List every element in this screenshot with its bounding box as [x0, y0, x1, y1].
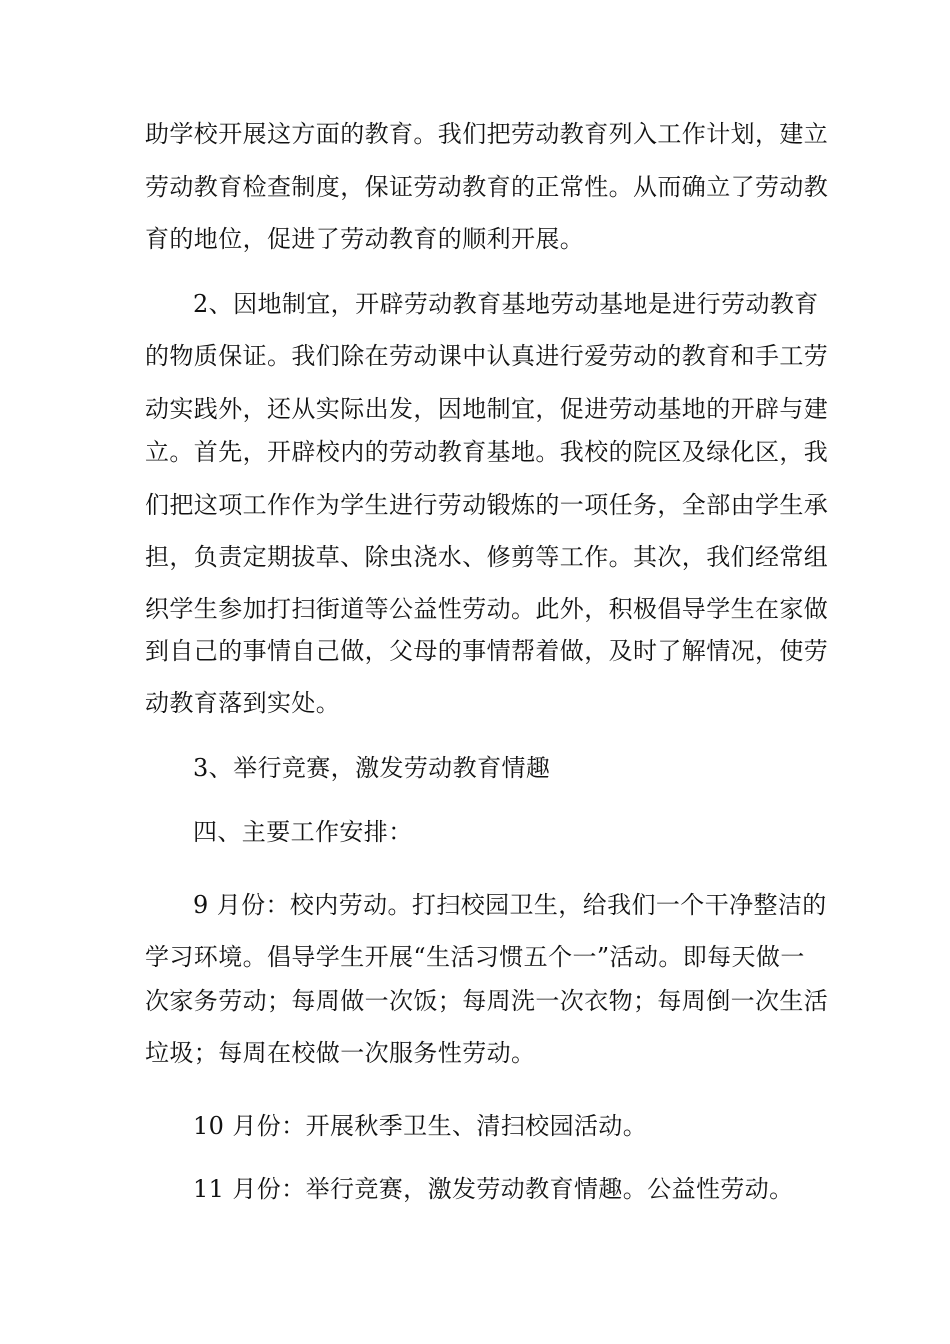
paragraph-line: 立。首先，开辟校内的劳动教育基地。我校的院区及绿化区，我 [145, 438, 829, 466]
paragraph-line: 们把这项工作作为学生进行劳动锻炼的一项任务，全部由学生承 [145, 491, 829, 519]
paragraph-line: 2、因地制宜，开辟劳动教育基地劳动基地是进行劳动教育 [193, 290, 819, 318]
paragraph-line: 到自己的事情自己做，父母的事情帮着做，及时了解情况，使劳 [145, 637, 829, 665]
paragraph-line: 动教育落到实处。 [145, 689, 341, 717]
paragraph-line: 9 月份：校内劳动。打扫校园卫生，给我们一个干净整洁的 [193, 891, 827, 919]
paragraph-line: 次家务劳动；每周做一次饭；每周洗一次衣物；每周倒一次生活 [145, 987, 829, 1015]
paragraph-line: 垃圾；每周在校做一次服务性劳动。 [145, 1039, 536, 1067]
paragraph-line: 助学校开展这方面的教育。我们把劳动教育列入工作计划，建立 [145, 120, 829, 148]
paragraph-line: 的物质保证。我们除在劳动课中认真进行爱劳动的教育和手工劳 [145, 342, 829, 370]
paragraph-line: 担，负责定期拔草、除虫浇水、修剪等工作。其次，我们经常组 [145, 543, 829, 571]
paragraph-line: 学习环境。倡导学生开展“生活习惯五个一”活动。即每天做一 [145, 943, 805, 971]
section-heading: 3、举行竞赛，激发劳动教育情趣 [193, 754, 551, 782]
paragraph-line: 10 月份：开展秋季卫生、清扫校园活动。 [193, 1112, 648, 1140]
paragraph-line: 劳动教育检查制度，保证劳动教育的正常性。从而确立了劳动教 [145, 173, 829, 201]
paragraph-line: 育的地位，促进了劳动教育的顺利开展。 [145, 225, 585, 253]
paragraph-line: 11 月份：举行竞赛，激发劳动教育情趣。公益性劳动。 [193, 1175, 794, 1203]
paragraph-line: 织学生参加打扫街道等公益性劳动。此外，积极倡导学生在家做 [145, 595, 829, 623]
section-heading: 四、主要工作安排： [193, 818, 413, 846]
paragraph-line: 动实践外，还从实际出发，因地制宜，促进劳动基地的开辟与建 [145, 395, 829, 423]
